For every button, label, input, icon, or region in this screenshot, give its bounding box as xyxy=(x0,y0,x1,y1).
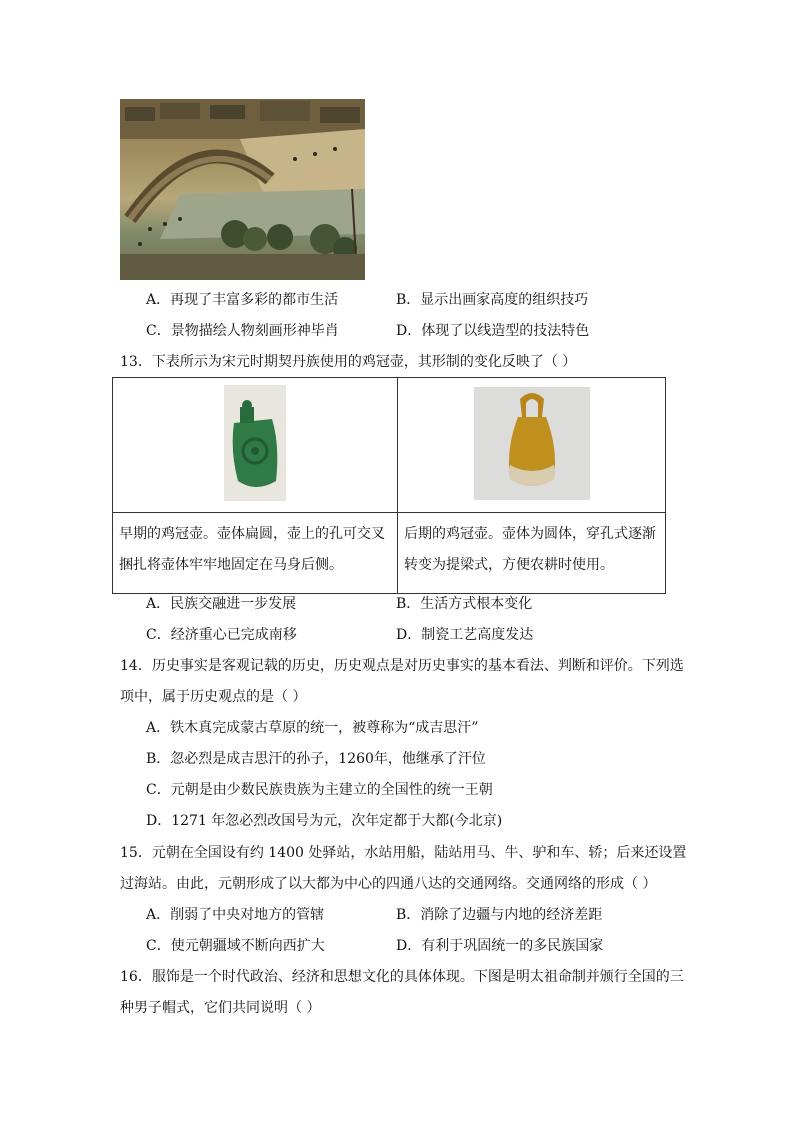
late-jar-image xyxy=(474,387,590,500)
early-jar-description: 早期的鸡冠壶。壶体扁圆，壶上的孔可交叉捆扎将壶体牢牢地固定在马身后侧。 xyxy=(113,513,398,594)
late-jar-cell xyxy=(398,378,666,513)
q14-option-d: D．1271 年忽必烈改国号为元，次年定都于大都(今北京) xyxy=(146,813,503,829)
q12-option-a: A．再现了丰富多彩的都市生活 xyxy=(146,292,339,308)
qingming-painting-image xyxy=(120,99,365,280)
q15-stem-line2: 过海站。由此，元朝形成了以大都为中心的四通八达的交通网络。交通网络的形成（ ） xyxy=(120,876,657,892)
q15-option-a: A．削弱了中央对地方的管辖 xyxy=(146,907,325,923)
q16-stem-line2: 种男子帽式，它们共同说明（ ） xyxy=(120,1000,321,1016)
q12-option-b: B．显示出画家高度的组织技巧 xyxy=(396,292,589,308)
q13-stem: 13．下表所示为宋元时期契丹族使用的鸡冠壶，其形制的变化反映了（ ） xyxy=(120,354,577,370)
q15-option-c: C．使元朝疆域不断向西扩大 xyxy=(146,938,325,954)
early-jar-image xyxy=(224,385,286,501)
q12-option-d: D．体现了以线造型的技法特色 xyxy=(396,323,590,339)
q14-stem-line1: 14．历史事实是客观记载的历史，历史观点是对历史事实的基本看法、判断和评价。下列选 xyxy=(120,658,684,674)
late-jar-description: 后期的鸡冠壶。壶体为圆体，穿孔式逐渐转变为提梁式，方便农耕时使用。 xyxy=(398,513,666,594)
q13-option-c: C．经济重心已完成南移 xyxy=(146,627,297,643)
q15-stem-line1: 15．元朝在全国设有约 1400 处驿站，水站用船，陆站用马、牛、驴和车、轿；后来还设置 xyxy=(120,845,687,861)
q13-option-a: A．民族交融进一步发展 xyxy=(146,596,297,612)
q16-stem-line1: 16．服饰是一个时代政治、经济和思想文化的具体体现。下图是明太祖命制并颁行全国的三 xyxy=(120,969,684,985)
q15-option-d: D．有利于巩固统一的多民族国家 xyxy=(396,938,604,954)
q13-option-d: D．制瓷工艺高度发达 xyxy=(396,627,534,643)
q15-option-b: B．消除了边疆与内地的经济差距 xyxy=(396,907,603,923)
q13-jar-table xyxy=(112,377,666,594)
q14-stem-line2: 项中，属于历史观点的是（ ） xyxy=(120,689,307,705)
q14-option-c: C．元朝是由少数民族贵族为主建立的全国性的统一王朝 xyxy=(146,782,493,798)
q14-option-b: B．忽必烈是成吉思汗的孙子，1260年，他继承了汗位 xyxy=(146,751,486,767)
q13-option-b: B．生活方式根本变化 xyxy=(396,596,533,612)
early-jar-cell xyxy=(113,378,398,513)
q12-option-c: C．景物描绘人物刻画形神毕肖 xyxy=(146,323,339,339)
q14-option-a: A．铁木真完成蒙古草原的统一，被尊称为“成吉思汗” xyxy=(146,720,479,736)
